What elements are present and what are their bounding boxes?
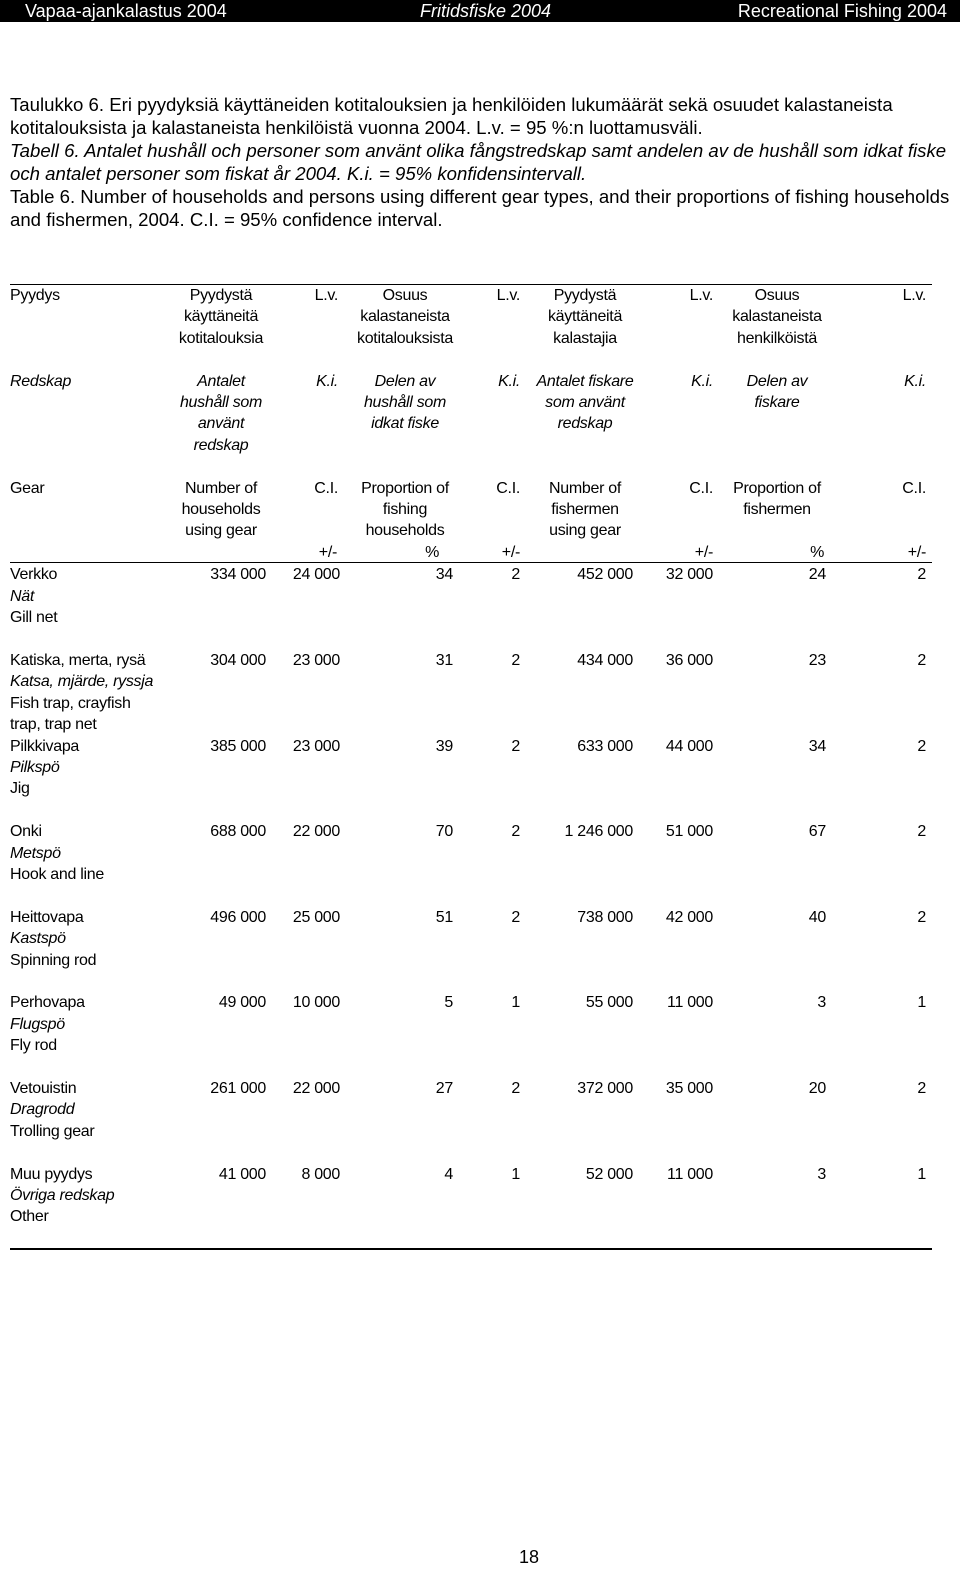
- table-row: [0, 907, 960, 971]
- header-line: C.I.: [689, 479, 713, 497]
- column-header-households-ci: [272, 478, 340, 499]
- table-row: [0, 564, 960, 628]
- header-line: som använt: [545, 394, 625, 411]
- gear-name-fi: Onki: [10, 823, 42, 841]
- gear-label: [10, 564, 170, 628]
- column-header-persons-ci: [645, 478, 713, 499]
- header-line: fishermen: [551, 501, 619, 518]
- persons-ci: 51 000: [665, 823, 713, 841]
- column-header-person-share: [725, 285, 829, 349]
- person-share: 67: [808, 823, 826, 841]
- header-line: Number of: [549, 479, 621, 497]
- gear-name-en: trap, trap net: [10, 716, 97, 734]
- column-header-household-share: [355, 285, 455, 349]
- gear-name-sv: Kastspö: [10, 930, 66, 948]
- header-line: households: [181, 501, 261, 518]
- caption-fi-line: Taulukko 6. Eri pyydyksiä käyttäneiden kotitalouksien ja henkilöiden lukumäärät sekä osuudet kalastaneista: [10, 93, 893, 115]
- column-header-households-ci: [272, 285, 340, 306]
- gear-name-sv: Nät: [10, 587, 34, 605]
- header-line: redskap: [557, 415, 613, 433]
- column-header-household-share-ci: [462, 478, 520, 499]
- header-line: fishermen: [743, 501, 811, 518]
- header-line: hushåll som: [363, 394, 447, 411]
- persons-count: 452 000: [577, 566, 633, 584]
- unit-person-share: %: [810, 543, 824, 561]
- header-line: Pyydys: [10, 287, 60, 304]
- households-count: 261 000: [210, 1079, 266, 1097]
- unit-person-share-ci: +/-: [907, 543, 926, 561]
- header-line: K.i.: [316, 372, 338, 390]
- column-header-persons: [530, 285, 640, 349]
- gear-name-fi: Pilkkivapa: [10, 737, 80, 755]
- column-header-households-ci: [272, 371, 340, 392]
- unit-household-share: %: [425, 543, 439, 561]
- persons-ci: 36 000: [665, 651, 713, 669]
- column-header-household-share-ci: [462, 285, 520, 306]
- header-title-fi: Vapaa-ajankalastus 2004: [25, 1, 227, 21]
- gear-label: [10, 736, 170, 800]
- table-row: [0, 650, 960, 736]
- header-title-sv: Fritidsfiske 2004: [420, 1, 552, 21]
- table-row: [0, 992, 960, 1056]
- header-line: Number of: [185, 479, 257, 497]
- header-line: L.v.: [496, 287, 520, 304]
- gear-label: [10, 1078, 170, 1142]
- household-share: 70: [435, 823, 453, 841]
- gear-name-fi: Heittovapa: [10, 908, 84, 926]
- header-line: K.i.: [691, 372, 713, 390]
- gear-label: [10, 821, 170, 885]
- header-row-en: [0, 478, 960, 542]
- header-line: L.v.: [689, 287, 713, 304]
- households-count: 41 000: [218, 1165, 266, 1183]
- header-line: C.I.: [902, 479, 926, 497]
- header-line: Proportion of: [733, 479, 821, 497]
- person-share: 3: [817, 994, 826, 1012]
- column-header-person-share: [725, 371, 829, 414]
- header-line: using gear: [549, 522, 621, 540]
- household-share: 5: [444, 994, 453, 1012]
- column-header-persons: [530, 478, 640, 542]
- persons-ci: 35 000: [665, 1079, 713, 1097]
- header-line: kalastaneista: [732, 308, 822, 326]
- person-share-ci: 2: [917, 823, 926, 841]
- persons-ci: 32 000: [665, 566, 713, 584]
- person-share: 20: [808, 1079, 826, 1097]
- header-line: using gear: [185, 522, 257, 540]
- households-count: 304 000: [210, 651, 266, 669]
- header-line: C.I.: [314, 479, 338, 497]
- gear-name-en: Spinning rod: [10, 951, 97, 969]
- column-header-person-share: [725, 478, 829, 521]
- person-share: 40: [808, 908, 826, 926]
- gear-label: [10, 907, 170, 971]
- column-header-households: [172, 371, 270, 457]
- column-header-gear: [10, 371, 170, 392]
- person-share-ci: 2: [917, 737, 926, 755]
- column-header-persons: [530, 371, 640, 435]
- header-line: Antalet: [197, 372, 245, 390]
- table-row: [0, 821, 960, 885]
- persons-count: 55 000: [585, 994, 633, 1012]
- household-share-ci: 2: [511, 566, 520, 584]
- persons-count: 633 000: [577, 737, 633, 755]
- header-line: Redskap: [10, 372, 72, 390]
- gear-name-sv: Flugspö: [10, 1015, 65, 1033]
- person-share-ci: 1: [917, 994, 926, 1012]
- gear-name-en: Trolling gear: [10, 1122, 95, 1140]
- persons-count: 52 000: [585, 1165, 633, 1183]
- household-share: 4: [444, 1165, 453, 1183]
- households-ci: 23 000: [292, 651, 340, 669]
- column-header-households: [172, 285, 270, 349]
- header-line: Osuus: [382, 287, 428, 304]
- gear-name-sv: Metspö: [10, 844, 61, 862]
- household-share-ci: 2: [511, 651, 520, 669]
- header-line: henkilköistä: [736, 329, 817, 347]
- persons-ci: 11 000: [667, 1165, 713, 1183]
- header-row-sv: [0, 371, 960, 457]
- household-share-ci: 2: [511, 737, 520, 755]
- gear-name-en: Jig: [10, 780, 30, 798]
- gear-label: [10, 650, 170, 736]
- header-title-en: Recreational Fishing 2004: [737, 1, 947, 21]
- header-line: Gear: [10, 479, 45, 497]
- persons-count: 1 246 000: [564, 823, 633, 841]
- households-ci: 22 000: [292, 823, 340, 841]
- column-header-household-share-ci: [462, 371, 520, 392]
- household-share-ci: 2: [511, 908, 520, 926]
- household-share-ci: 1: [511, 994, 520, 1012]
- persons-count: 434 000: [577, 651, 633, 669]
- header-line: kalastajia: [553, 329, 617, 347]
- header-line: fiskare: [754, 394, 800, 411]
- gear-label: [10, 992, 170, 1056]
- column-header-households: [172, 478, 270, 542]
- person-share: 24: [808, 566, 826, 584]
- column-header-person-share-ci: [878, 371, 926, 392]
- household-share: 27: [435, 1079, 453, 1097]
- unit-household-share-ci: +/-: [501, 543, 520, 561]
- table-row: [0, 1078, 960, 1142]
- header-line: kalastaneista: [360, 308, 450, 326]
- page-number: 18: [519, 1547, 540, 1567]
- person-share-ci: 1: [917, 1165, 926, 1183]
- caption-sv-line: och antalet personer som fiskat år 2004. K.i. = 95% konfidensintervall.: [10, 162, 587, 184]
- persons-ci: 44 000: [665, 737, 713, 755]
- header-line: fishing: [382, 501, 428, 518]
- table-row: [0, 1164, 960, 1228]
- gear-name-sv: Katsa, mjärde, ryssja: [10, 673, 154, 691]
- gear-name-en: Gill net: [10, 609, 58, 627]
- person-share-ci: 2: [917, 651, 926, 669]
- household-share-ci: 2: [511, 823, 520, 841]
- caption-fi-line: kotitalouksista ja kalastaneista henkilöistä vuonna 2004. L.v. = 95 %:n luottamusväli.: [10, 116, 703, 138]
- caption-en-line: Table 6. Number of households and persons using different gear types, and their proportions of fishing households: [10, 185, 950, 207]
- header-line: K.i.: [498, 372, 520, 390]
- column-header-household-share: [355, 478, 455, 542]
- header-line: K.i.: [904, 372, 926, 390]
- person-share: 34: [808, 737, 826, 755]
- gear-name-fi: Muu pyydys: [10, 1165, 93, 1183]
- table-caption: [10, 93, 949, 231]
- header-line: idkat fiske: [371, 415, 439, 433]
- table-bottom-rule: [10, 1248, 932, 1250]
- header-line: käyttäneitä: [183, 308, 259, 326]
- persons-count: 738 000: [577, 908, 633, 926]
- households-ci: 23 000: [292, 737, 340, 755]
- header-line: redskap: [193, 436, 249, 454]
- household-share-ci: 1: [511, 1165, 520, 1183]
- header-line: Pyydystä: [553, 287, 617, 304]
- households-count: 385 000: [210, 737, 266, 755]
- person-share-ci: 2: [917, 566, 926, 584]
- person-share: 3: [817, 1165, 826, 1183]
- gear-name-sv: Pilkspö: [10, 758, 60, 776]
- header-line: Proportion of: [361, 479, 449, 497]
- households-count: 688 000: [210, 823, 266, 841]
- persons-ci: 11 000: [667, 994, 713, 1012]
- header-line: hushåll som: [179, 394, 263, 411]
- gear-name-fi: Katiska, merta, rysä: [10, 651, 146, 669]
- households-ci: 25 000: [292, 908, 340, 926]
- column-header-gear: [10, 478, 170, 499]
- header-line: households: [365, 522, 445, 540]
- persons-count: 372 000: [577, 1079, 633, 1097]
- caption-sv-line: Tabell 6. Antalet hushåll och personer som använt olika fångstredskap samt andelen av de hushåll som idkat fiske: [10, 139, 947, 161]
- running-header: [0, 0, 960, 22]
- households-ci: 24 000: [292, 566, 340, 584]
- households-ci: 22 000: [292, 1079, 340, 1097]
- header-line: Delen av: [746, 372, 808, 390]
- gear-name-en: Hook and line: [10, 865, 104, 883]
- column-header-person-share-ci: [878, 285, 926, 306]
- gear-name-sv: Dragrodd: [10, 1101, 75, 1119]
- person-share: 23: [808, 651, 826, 669]
- household-share: 39: [435, 737, 453, 755]
- column-header-persons-ci: [645, 371, 713, 392]
- column-header-gear: [10, 285, 170, 306]
- gear-label: [10, 1164, 170, 1228]
- households-count: 49 000: [218, 994, 266, 1012]
- household-share: 51: [435, 908, 453, 926]
- table-header-rule: [10, 562, 932, 564]
- household-share: 31: [435, 651, 453, 669]
- table-row: [0, 736, 960, 800]
- gear-name-en: Fly rod: [10, 1037, 57, 1055]
- gear-name-fi: Vetouistin: [10, 1079, 77, 1097]
- gear-name-fi: Perhovapa: [10, 994, 85, 1012]
- unit-households-ci: +/-: [318, 543, 337, 561]
- households-count: 334 000: [210, 566, 266, 584]
- households-ci: 10 000: [292, 994, 340, 1012]
- header-line: L.v.: [314, 287, 338, 304]
- gear-name-sv: Övriga redskap: [10, 1186, 115, 1204]
- households-ci: 8 000: [301, 1165, 340, 1183]
- header-line: L.v.: [902, 287, 926, 304]
- header-line: använt: [197, 415, 245, 433]
- person-share-ci: 2: [917, 1079, 926, 1097]
- caption-en-line: and fishermen, 2004. C.I. = 95% confidence interval.: [10, 208, 443, 230]
- column-header-household-share: [355, 371, 455, 435]
- header-line: Delen av: [374, 372, 436, 390]
- household-share: 34: [435, 566, 453, 584]
- header-line: Osuus: [754, 287, 800, 304]
- header-line: käyttäneitä: [547, 308, 623, 326]
- column-header-person-share-ci: [878, 478, 926, 499]
- units-row: [0, 542, 960, 563]
- gear-name-fi: Verkko: [10, 566, 58, 584]
- gear-name-en: Other: [10, 1208, 49, 1226]
- header-line: kotitalouksia: [178, 329, 264, 347]
- households-count: 496 000: [210, 908, 266, 926]
- unit-persons-ci: +/-: [694, 543, 713, 561]
- header-line: C.I.: [496, 479, 520, 497]
- header-row-fi: [0, 285, 960, 349]
- header-line: Pyydystä: [189, 287, 253, 304]
- household-share-ci: 2: [511, 1079, 520, 1097]
- persons-ci: 42 000: [665, 908, 713, 926]
- header-line: kotitalouksista: [357, 329, 453, 347]
- column-header-persons-ci: [645, 285, 713, 306]
- header-line: Antalet fiskare: [536, 372, 634, 390]
- person-share-ci: 2: [917, 908, 926, 926]
- gear-name-en: Fish trap, crayfish: [10, 694, 131, 712]
